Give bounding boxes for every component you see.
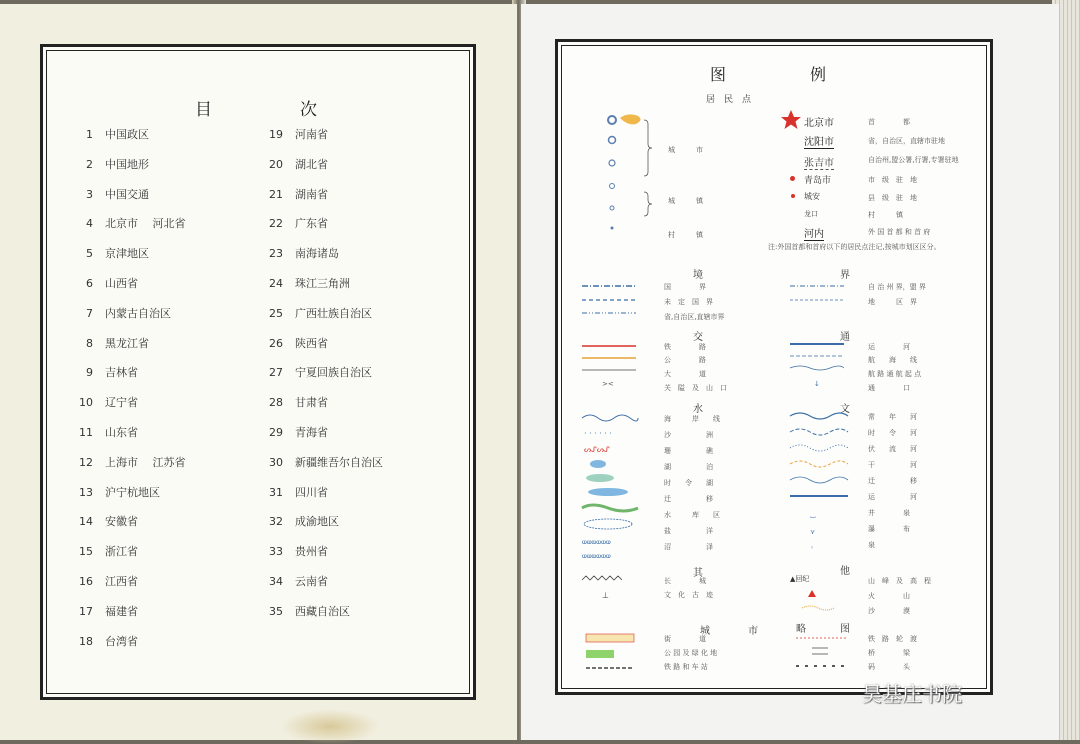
legend-title-a: 图: [710, 65, 727, 84]
toc-entry-number: 18: [79, 634, 93, 648]
citymap-left-0: 街 道: [664, 635, 706, 643]
citymap-left-1: 公 园 及 绿 化 地: [664, 649, 718, 657]
water-label: 泉: [868, 541, 875, 549]
toc-entry: [63, 485, 160, 501]
toc-entry-number: 14: [79, 515, 93, 529]
citymap-header-b: 市: [748, 626, 758, 637]
svg-text:ⲱⲱⲱⲱⲱⲱ: ⲱⲱⲱⲱⲱⲱ: [582, 538, 611, 546]
boundary-symbols-right: [786, 282, 846, 312]
toc-entry-number: 17: [79, 604, 93, 618]
toc-entry-number: 26: [269, 336, 283, 350]
transport-header-b: 通: [840, 332, 850, 343]
city-dot-icon: [790, 176, 795, 181]
toc-entry: [253, 246, 339, 262]
transport-header-a: 交: [693, 332, 703, 343]
toc-entry: [253, 365, 372, 381]
settlement-city-label: 城 市: [668, 146, 703, 154]
settlement-village-label: 村 镇: [668, 231, 703, 239]
toc-entry-name: 云南省: [295, 575, 328, 588]
toc-entry-number: 35: [269, 604, 283, 618]
svg-text:↓: ↓: [814, 380, 820, 388]
toc-title-b: 次: [300, 100, 317, 120]
toc-entry-name: 湖北省: [295, 157, 328, 171]
sample-provincial: 沈阳市: [804, 133, 834, 149]
toc-entry-name: 黑龙江省: [105, 336, 149, 350]
svg-text:ⲱⲱⲱⲱⲱⲱ: ⲱⲱⲱⲱⲱⲱ: [582, 552, 611, 560]
citymap-right-2: 码 头: [868, 663, 910, 671]
toc-entry: [63, 336, 149, 352]
note-city: 市 级 驻 地: [868, 176, 917, 184]
toc-entry: [253, 485, 328, 501]
toc-entry-name: 内蒙古自治区: [105, 306, 171, 320]
toc-entry-name: 河南省: [295, 128, 328, 141]
toc-entry-name: 浙江省: [105, 545, 138, 559]
sample-prefecture: 张吉市: [804, 154, 834, 170]
water-label: 海 岸 线: [664, 415, 720, 423]
transport-right-2: 航 路 通 航 起 点: [868, 370, 922, 378]
note-foreign-capital: 外 国 首 都 和 首 府: [868, 228, 931, 236]
toc-entry-name: 陕西省: [295, 336, 328, 350]
toc-entry-number: 16: [79, 575, 93, 588]
citymap-left-2: 铁 路 和 车 站: [664, 663, 708, 671]
citymap-right-0: 铁 路 轮 渡: [868, 635, 917, 643]
toc-entry-number: 5: [86, 247, 93, 261]
toc-entry-number: 27: [269, 366, 283, 380]
toc-entry-name: 广西壮族自治区: [295, 306, 372, 320]
toc-entry: [63, 634, 138, 650]
other-left-0: 长 城: [664, 577, 706, 585]
other-symbols: [578, 574, 638, 604]
toc-entry-name: 吉林省: [105, 366, 138, 380]
water-label: 盐 洋: [664, 527, 713, 535]
svg-text:· · · · · ·: · · · · · ·: [584, 429, 612, 438]
toc-entry-name: 辽宁省: [105, 396, 138, 410]
toc-entry: [63, 306, 171, 322]
note-capital: 首 都: [868, 118, 910, 126]
transport-right-0: 运 河: [868, 343, 910, 351]
toc-entry: [63, 246, 149, 262]
toc-entry: [253, 544, 328, 560]
left-page: [0, 4, 517, 740]
toc-entry: [63, 604, 138, 620]
toc-entry-number: 20: [269, 157, 283, 171]
toc-entry-name: 江西省: [105, 575, 138, 588]
settlement-town-label: 城 镇: [668, 197, 703, 205]
water-label: 干 河: [868, 461, 917, 469]
toc-entry: [63, 216, 186, 232]
transport-symbols-right: [786, 340, 846, 390]
toc-entry: [63, 395, 138, 411]
toc-entry: [253, 127, 328, 143]
toc-entry: [253, 157, 328, 173]
sample-county: 城安: [804, 192, 820, 201]
water-label: 运 河: [868, 493, 917, 501]
watermark-text: 昊基庄书院: [862, 682, 962, 706]
water-label: 珊 礁: [664, 447, 713, 455]
toc-entry-name: 中国地形: [105, 157, 149, 171]
boundary-symbols: [578, 282, 638, 322]
toc-entry: [63, 514, 138, 530]
toc-entry-number: 12: [79, 455, 93, 469]
transport-left-2: 大 道: [664, 370, 706, 378]
toc-entry-name: 山西省: [105, 277, 138, 290]
toc-entry-number: 11: [79, 426, 93, 439]
water-label: 沙 洲: [664, 431, 713, 439]
water-label: 沼 泽: [664, 543, 713, 551]
transport-right-1: 航 海 线: [868, 356, 917, 364]
toc-entry-name: 青海省: [295, 426, 328, 439]
svg-text:⌴: ⌴: [810, 512, 816, 520]
note-county: 县 级 驻 地: [868, 194, 917, 202]
toc-entry-number: 3: [86, 187, 93, 201]
toc-entry-name: 台湾省: [105, 634, 138, 648]
county-dot-icon: [791, 194, 795, 198]
toc-entry-number: 7: [86, 306, 93, 320]
toc-entry-name: 西藏自治区: [295, 604, 350, 618]
toc-entry: [253, 574, 328, 590]
transport-left-1: 公 路: [664, 356, 706, 364]
boundary-right-0: 自 治 州 界，盟 界: [868, 283, 926, 291]
transport-left-3: 关 隘 及 山 口: [664, 384, 727, 392]
other-right-2: 沙 漠: [868, 607, 910, 615]
toc-entry-number: 22: [269, 217, 283, 231]
right-page: [521, 4, 1059, 740]
toc-entry-number: 15: [79, 545, 93, 559]
toc-entry-number: 32: [269, 515, 283, 529]
toc-entry: [63, 544, 138, 560]
toc-entry-number: 33: [269, 545, 283, 559]
citymap-header-d: 图: [840, 624, 850, 635]
toc-entry: [253, 395, 328, 411]
toc-entry-name: 福建省: [105, 604, 138, 618]
toc-entry: [63, 127, 149, 143]
transport-right-3: 通 口: [868, 384, 910, 392]
toc-entry-number: 21: [269, 187, 283, 201]
capital-star-icon: [780, 109, 802, 131]
toc-entry: [63, 574, 138, 590]
water-stain: [280, 709, 380, 744]
citymap-right-1: 桥 梁: [868, 649, 910, 657]
toc-entry-name: 广东省: [295, 217, 328, 231]
settlements-footnote: 注:外国首都和首府以下的居民点注记,按城市划区区分。: [768, 243, 941, 251]
toc-entry-number: 25: [269, 306, 283, 320]
svg-text:⊥: ⊥: [602, 591, 609, 600]
toc-entry-number: 19: [269, 128, 283, 141]
citymap-symbols-right: [792, 634, 852, 674]
toc-entry-name: 京津地区: [105, 247, 149, 261]
boundary-left-2: 省,自治区,直辖市界: [664, 313, 725, 321]
toc-entry: [253, 514, 339, 530]
volcano-icon: [798, 588, 838, 612]
toc-entry-number: 23: [269, 247, 283, 261]
toc-entry-number: 24: [269, 277, 283, 290]
toc-entry: [63, 455, 186, 471]
other-right-1: 火 山: [868, 592, 910, 600]
toc-entry-name: 四川省: [295, 485, 328, 499]
water-symbols-right: [786, 410, 850, 560]
sample-village: 龙口: [804, 210, 818, 218]
legend-frame: [555, 39, 993, 695]
note-provincial: 省，自治区，直辖市驻地: [868, 137, 945, 145]
citymap-header-a: 城: [700, 626, 710, 637]
boundary-left-0: 国 界: [664, 283, 706, 291]
svg-text:◦: ◦: [810, 544, 815, 552]
toc-entry-number: 10: [79, 396, 93, 410]
svg-text:ᔕᔑᔕᔑ: ᔕᔑᔕᔑ: [584, 445, 610, 454]
toc-entry-number: 29: [269, 426, 283, 439]
svg-text:><: ><: [602, 380, 614, 388]
water-label: 迁 移: [868, 477, 917, 485]
water-symbols: [578, 412, 640, 562]
legend-title-b: 例: [810, 65, 827, 84]
toc-entry-number: 4: [86, 217, 93, 231]
water-header-b: 文: [840, 404, 850, 415]
toc-entry-name: 中国交通: [105, 187, 149, 201]
settlements-header: 居 民 点: [706, 95, 752, 105]
toc-entry-number: 30: [269, 455, 283, 469]
toc-entry-name: 新疆维吾尔自治区: [295, 455, 383, 469]
toc-entry: [253, 276, 350, 292]
toc-entry-name: 中国政区: [105, 128, 149, 141]
peak-sample: ▲回纪: [790, 575, 810, 583]
sample-foreign-capital: 河内: [804, 225, 824, 241]
water-label: 时 令 河: [868, 429, 917, 437]
toc-entry: [63, 365, 138, 381]
toc-entry: [253, 336, 328, 352]
boundary-right-1: 地 区 界: [868, 298, 917, 306]
water-label: 常 年 河: [868, 413, 917, 421]
boundary-header-a: 境: [693, 270, 703, 281]
note-prefecture: 自治州,盟公署,行署,专署驻地: [868, 156, 959, 164]
water-label: 水 库 区: [664, 511, 720, 519]
toc-entry-name: 珠江三角洲: [295, 277, 350, 290]
toc-entry-name: 贵州省: [295, 545, 328, 559]
water-header-a: 水: [693, 404, 703, 415]
toc-entry: [63, 276, 138, 292]
toc-entry-number: 28: [269, 396, 283, 410]
toc-entry-number: 2: [86, 157, 93, 171]
water-label: 伏 流 河: [868, 445, 917, 453]
toc-title-a: 目: [195, 100, 212, 120]
toc-entry-number: 8: [86, 336, 93, 350]
sample-city: 青岛市: [804, 176, 832, 186]
citymap-symbols: [582, 632, 642, 674]
toc-entry-name: 沪宁杭地区: [105, 485, 160, 499]
transport-left-0: 铁 路: [664, 343, 706, 351]
water-label: 时 令 湖: [664, 479, 713, 487]
toc-entry: [253, 216, 328, 232]
toc-entry-number: 9: [86, 366, 93, 380]
toc-entry-name: 甘肃省: [295, 396, 328, 410]
toc-entry-number: 31: [269, 485, 283, 499]
toc-entry-name: 安徽省: [105, 515, 138, 529]
toc-entry-number: 1: [86, 128, 93, 141]
toc-entry: [63, 187, 149, 203]
water-label: 迁 移: [664, 495, 713, 503]
toc-entry: [63, 425, 138, 441]
citymap-header-c: 略: [796, 624, 806, 635]
toc-entry: [253, 425, 328, 441]
toc-entry: [253, 187, 328, 203]
toc-entry-number: 34: [269, 575, 283, 588]
toc-entry-name: 湖南省: [295, 187, 328, 201]
toc-entry-number: 6: [86, 277, 93, 290]
toc-entry-number: 13: [79, 485, 93, 499]
water-label: 湖 泊: [664, 463, 713, 471]
note-village: 村 镇: [868, 211, 903, 219]
other-right-0: 山 峰 及 高 程: [868, 577, 931, 585]
boundary-header-b: 界: [840, 270, 850, 281]
water-label: 瀑 布: [868, 525, 910, 533]
toc-entry-name: 上海市 江苏省: [105, 455, 186, 469]
transport-symbols: [578, 342, 638, 392]
toc-entry: [253, 455, 383, 471]
toc-entry-name: 宁夏回族自治区: [295, 366, 372, 380]
toc-frame: [40, 44, 476, 700]
toc-entry-name: 北京市 河北省: [105, 217, 186, 231]
other-header-a: 其: [693, 568, 703, 579]
toc-entry: [63, 157, 149, 173]
water-label: 井 泉: [868, 509, 910, 517]
toc-entry-name: 成渝地区: [295, 515, 339, 529]
toc-entry: [253, 306, 372, 322]
other-left-1: 文 化 古 迹: [664, 591, 713, 599]
svg-text:⋎: ⋎: [810, 528, 816, 536]
settlement-symbols: [598, 108, 658, 238]
toc-entry-name: 南海诸岛: [295, 247, 339, 261]
other-header-b: 他: [840, 566, 850, 577]
toc-entry: [253, 604, 350, 620]
sample-capital: 北京市: [804, 118, 834, 129]
toc-entry-name: 山东省: [105, 426, 138, 439]
boundary-left-1: 未 定 国 界: [664, 298, 713, 306]
